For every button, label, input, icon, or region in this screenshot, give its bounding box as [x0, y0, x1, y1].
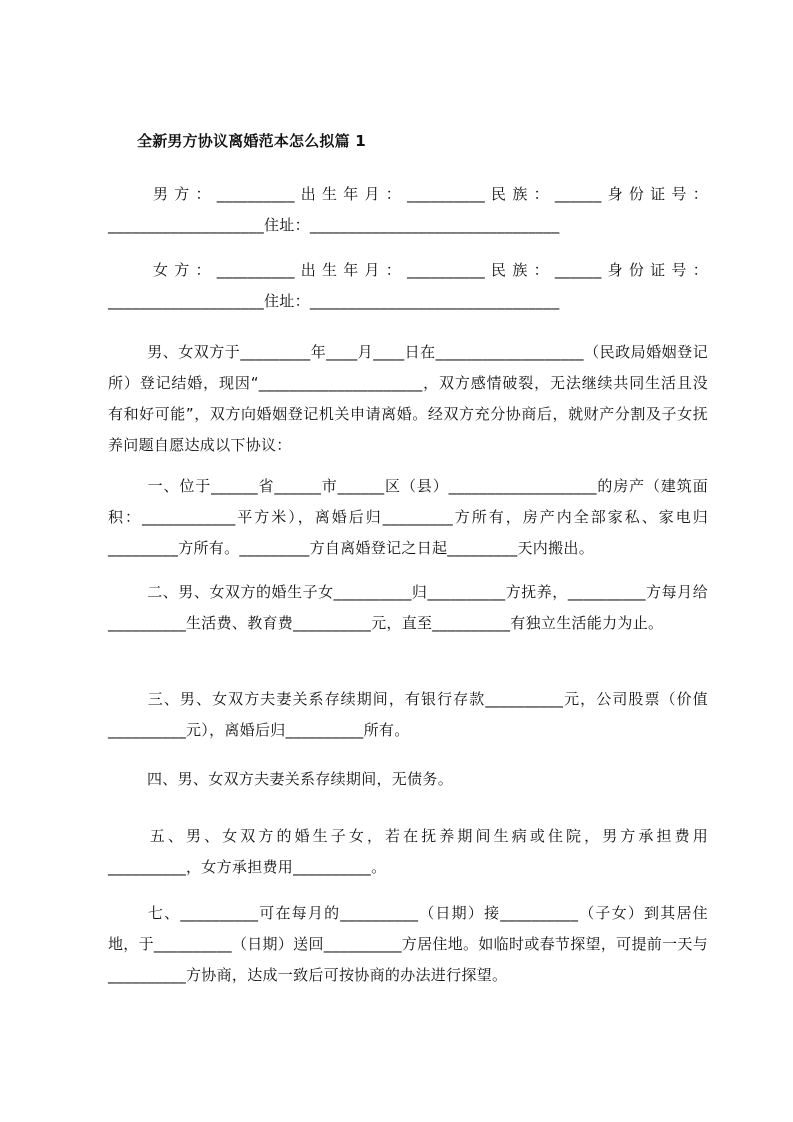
paragraph-text: 二、男、女双方的婚生子女__________归__________方抚养，__________方每月给__________生活费、教育费__________元，直至__________有独立生活能力为止。: [108, 583, 708, 632]
paragraph-female-info: [108, 255, 708, 317]
paragraph-text: 女方：__________出生年月：__________民族：______身份证号：____________________住址：________________________________: [108, 261, 708, 310]
paragraph-medical-costs: [108, 821, 708, 883]
paragraph-text: 男方：__________出生年月：__________民族：______身份证号：____________________住址：________________________________: [108, 185, 708, 234]
paragraph-child-custody: [108, 577, 708, 639]
paragraph-no-debt: [108, 764, 708, 795]
document-title: 全新男方协议离婚范本怎么拟篇 1: [137, 132, 366, 150]
paragraph-male-info: [108, 179, 708, 241]
paragraph-property-house: [108, 471, 708, 564]
paragraph-text: 四、男、女双方夫妻关系存续期间，无债务。: [147, 770, 454, 788]
paragraph-text: 五、男、女双方的婚生子女，若在抚养期间生病或住院，男方承担费用__________，女方承担费用__________。: [108, 827, 708, 876]
paragraph-text: 男、女双方于_________年____月____日在___________________（民政局婚姻登记所）登记结婚，现因“_____________________，双方感情破裂，无法继续共同生活且没有和好可能”，双方向婚姻登记机关申请离婚。经双方充分协商后，就财产分割及子女抚养问题自愿达成以下协议：: [108, 343, 708, 454]
paragraph-savings: [108, 684, 708, 746]
paragraph-marriage-intro: [108, 337, 708, 461]
paragraph-text: 七、__________可在每月的__________（日期）接__________（子女）到其居住地，于__________（日期）送回__________方居住地。如临时或春节探望，可提前一天与__________方协商，达成一致后可按协商的办法进行探望。: [108, 904, 708, 984]
paragraph-text: 三、男、女双方夫妻关系存续期间，有银行存款__________元，公司股票（价值__________元），离婚后归__________所有。: [108, 690, 708, 739]
paragraph-text: 一、位于______省______市______区（县）___________________的房产（建筑面积：____________平方米），离婚后归_________方所有，房产内全部家私、家电归_________方所有。_________方自离婚登记之日起_________天内搬出。: [108, 477, 708, 557]
paragraph-visitation: [108, 898, 708, 991]
